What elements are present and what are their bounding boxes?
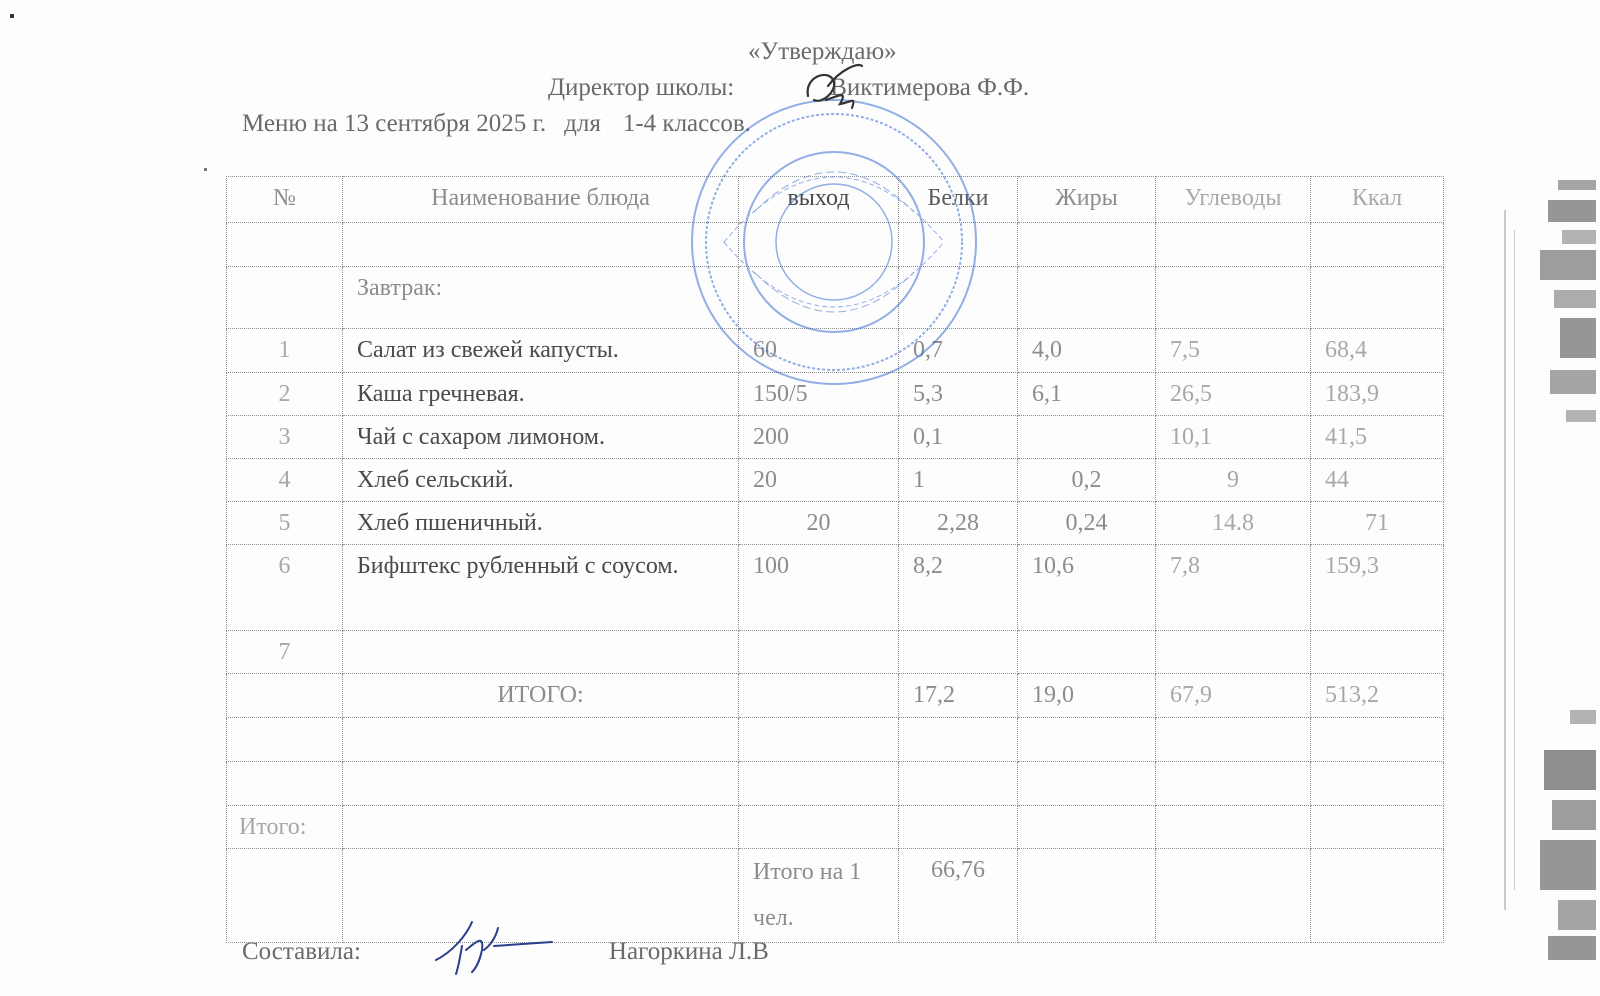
row-dish: Хлеб сельский.	[343, 459, 739, 502]
row-kcal: 71	[1311, 502, 1444, 545]
table-row-itogo	[227, 806, 1444, 849]
header-fat: Жиры	[1018, 177, 1156, 223]
scan-edge-noise	[1500, 150, 1600, 970]
total-carbs: 67,9	[1156, 674, 1311, 718]
row-dish: Салат из свежей капусты.	[343, 329, 739, 373]
row-num: 4	[227, 459, 343, 502]
table-row	[227, 631, 1444, 674]
row-dish: Хлеб пшеничный.	[343, 502, 739, 545]
row-yield: 20	[739, 459, 899, 502]
table-row	[227, 459, 1444, 502]
row-protein: 0,1	[899, 416, 1018, 459]
scan-dot	[204, 168, 207, 171]
row-yield: 100	[739, 545, 899, 631]
row-protein: 5,3	[899, 373, 1018, 416]
round-stamp	[684, 92, 984, 392]
header-carbs: Углеводы	[1156, 177, 1311, 223]
row-yield: 20	[739, 502, 899, 545]
menu-for: для	[564, 110, 601, 137]
row-protein: 0,7	[899, 329, 1018, 373]
table-row-empty	[227, 718, 1444, 762]
row-fat: 6,1	[1018, 373, 1156, 416]
row-fat: 0,24	[1018, 502, 1156, 545]
row-carbs: 10,1	[1156, 416, 1311, 459]
header-protein: Белки	[899, 177, 1018, 223]
row-kcal: 183,9	[1311, 373, 1444, 416]
director-title: Директор школы:	[548, 74, 735, 101]
table-row	[227, 545, 1444, 631]
row-yield: 60	[739, 329, 899, 373]
row-fat: 0,2	[1018, 459, 1156, 502]
row-dish: Чай с сахаром лимоном.	[343, 416, 739, 459]
row-num: 2	[227, 373, 343, 416]
header-yield: выход	[739, 177, 899, 223]
approval-line: «Утверждаю»	[748, 38, 897, 65]
row-fat: 4,0	[1018, 329, 1156, 373]
row-carbs: 26,5	[1156, 373, 1311, 416]
row-dish: Бифштекс рубленный с соусом.	[343, 545, 739, 631]
section-breakfast: Завтрак:	[343, 267, 739, 329]
row-fat	[1018, 416, 1156, 459]
director-signature	[800, 56, 870, 116]
total-kcal: 513,2	[1311, 674, 1444, 718]
scan-corner-mark	[10, 14, 14, 18]
row-protein: 8,2	[899, 545, 1018, 631]
header-num: №	[227, 177, 343, 223]
table-row	[227, 502, 1444, 545]
row-dish: Каша гречневая.	[343, 373, 739, 416]
table-row	[227, 416, 1444, 459]
row-dish	[343, 631, 739, 674]
row-protein: 2,28	[899, 502, 1018, 545]
row-yield: 200	[739, 416, 899, 459]
row-num: 7	[227, 631, 343, 674]
total-fat: 19,0	[1018, 674, 1156, 718]
row-num: 3	[227, 416, 343, 459]
table-row-per-person	[227, 849, 1444, 943]
header-dish: Наименование блюда	[343, 177, 739, 223]
row-kcal: 159,3	[1311, 545, 1444, 631]
menu-title	[242, 110, 751, 138]
menu-date: Меню на 13 сентября 2025 г.	[242, 110, 547, 137]
row-carbs: 7,5	[1156, 329, 1311, 373]
table-row-empty	[227, 762, 1444, 806]
row-num: 5	[227, 502, 343, 545]
itogo-label: Итого:	[227, 806, 343, 849]
menu-classes: 1-4 классов.	[622, 110, 751, 137]
row-num: 1	[227, 329, 343, 373]
row-carbs: 9	[1156, 459, 1311, 502]
total-protein: 17,2	[899, 674, 1018, 718]
row-carbs: 14.8	[1156, 502, 1311, 545]
row-fat: 10,6	[1018, 545, 1156, 631]
header-kcal: Ккал	[1311, 177, 1444, 223]
per-person-value: 66,76	[899, 849, 1018, 943]
row-carbs: 7,8	[1156, 545, 1311, 631]
compiler-signature	[432, 916, 562, 976]
row-protein: 1	[899, 459, 1018, 502]
row-kcal: 68,4	[1311, 329, 1444, 373]
row-num: 6	[227, 545, 343, 631]
per-person-label: Итого на 1 чел.	[739, 849, 899, 943]
row-kcal: 41,5	[1311, 416, 1444, 459]
director-name: Виктимерова Ф.Ф.	[830, 74, 1030, 101]
row-yield: 150/5	[739, 373, 899, 416]
total-label: ИТОГО:	[343, 674, 739, 718]
row-kcal: 44	[1311, 459, 1444, 502]
compiled-label: Составила:	[242, 938, 361, 965]
compiler-name: Нагоркина Л.В	[608, 938, 769, 965]
table-row-total	[227, 674, 1444, 718]
